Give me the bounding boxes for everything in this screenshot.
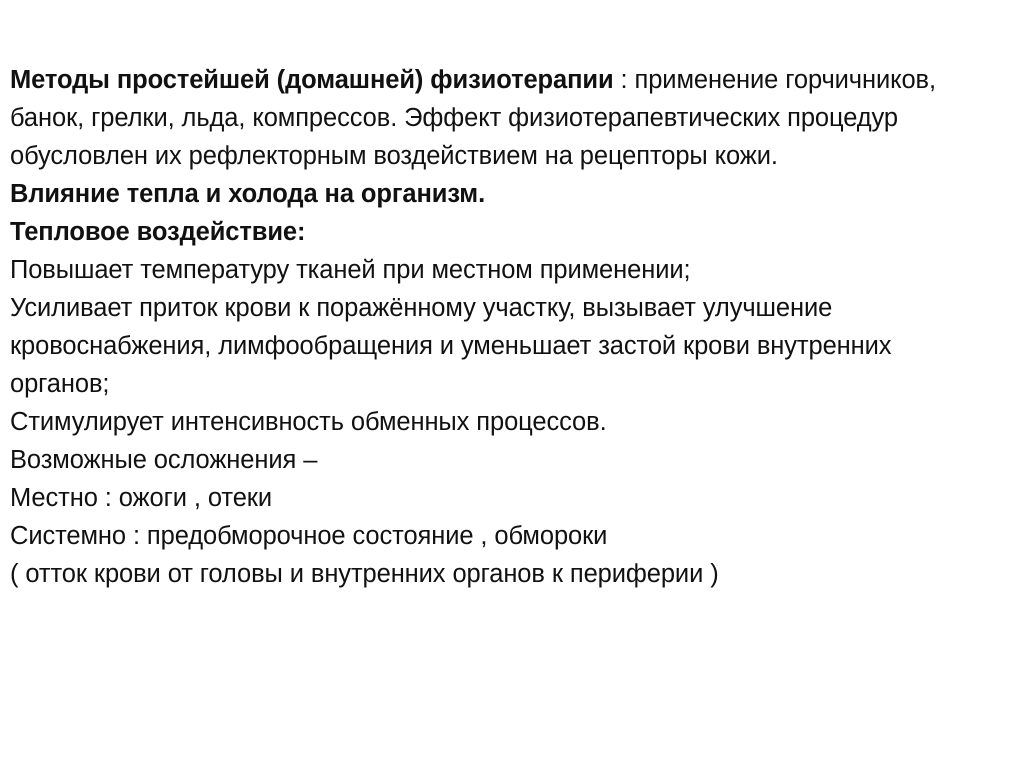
paragraph-intro-text: : применение горчичников, банок, грелки, льда, компрессов. Эффект физиотерапевтических процедур обусловлен их рефлекторным воздействием на рецепторы кожи. [10,66,936,170]
paragraph-complications-systemic [10,518,962,556]
paragraph-thermal-heading [10,214,962,252]
paragraph-effect-temperature [10,252,962,290]
paragraph-complications-note-text: ( отток крови от головы и внутренних органов к периферии ) [10,559,719,588]
paragraph-effect-metabolism-text: Стимулирует интенсивность обменных процессов. [10,407,607,436]
paragraph-complications-local-text: Местно : ожоги , отеки [10,483,272,512]
paragraph-heat-cold-heading-lead: Влияние тепла и холода на организм. [10,179,486,208]
paragraph-intro [10,62,962,176]
paragraph-effect-metabolism [10,404,962,442]
paragraph-complications-heading-text: Возможные осложнения – [10,445,318,474]
paragraph-thermal-heading-lead: Тепловое воздействие: [10,217,306,246]
paragraph-complications-local [10,480,962,518]
paragraph-complications-systemic-text: Системно : предобморочное состояние , обмороки [10,521,608,550]
paragraph-effect-temperature-text: Повышает температуру тканей при местном применении; [10,255,691,284]
slide-body [10,62,962,594]
paragraph-heat-cold-heading [10,176,962,214]
paragraph-complications-heading [10,442,962,480]
paragraph-effect-bloodflow-text: Усиливает приток крови к поражённому участку, вызывает улучшение кровоснабжения, лимфообращения и уменьшает застой крови внутренних органов; [10,293,892,398]
paragraph-effect-bloodflow [10,290,962,404]
paragraph-intro-lead: Методы простейшей (домашней) физиотерапии [10,66,614,94]
paragraph-complications-note [10,556,962,594]
